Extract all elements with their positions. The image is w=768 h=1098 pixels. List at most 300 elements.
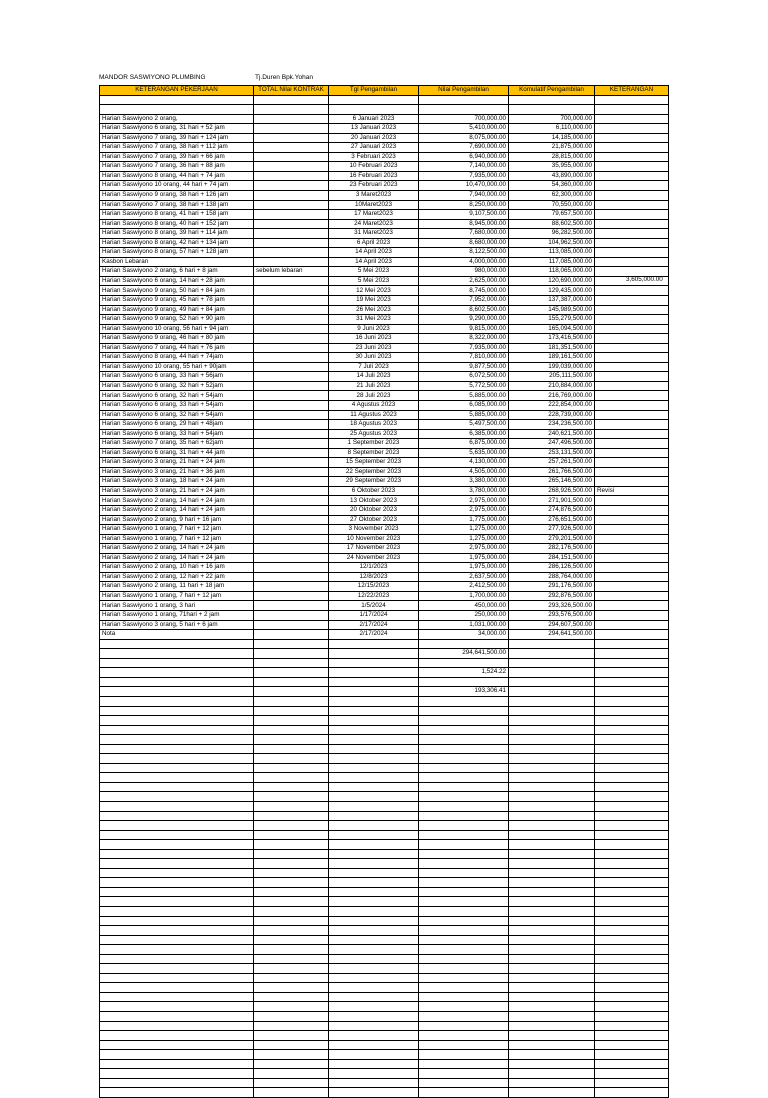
- table-cell[interactable]: 28 Juli 2023: [329, 391, 419, 401]
- table-cell[interactable]: 1 September 2023: [329, 439, 419, 449]
- empty-cell[interactable]: [419, 973, 509, 983]
- table-cell[interactable]: 23 Februari 2023: [329, 181, 419, 191]
- empty-cell[interactable]: [254, 906, 329, 916]
- table-cell[interactable]: Harian Saswiyono 1 orang, 7 hari + 12 jam: [100, 591, 254, 601]
- table-cell[interactable]: 7 Juli 2023: [329, 362, 419, 372]
- table-cell[interactable]: [254, 448, 329, 458]
- empty-cell[interactable]: [254, 696, 329, 706]
- table-cell[interactable]: 1,975,000.00: [419, 563, 509, 573]
- empty-cell[interactable]: [329, 992, 419, 1002]
- empty-cell[interactable]: [100, 782, 254, 792]
- table-cell[interactable]: [254, 200, 329, 210]
- empty-cell[interactable]: [254, 1078, 329, 1088]
- table-cell[interactable]: 6,085,000.00: [419, 401, 509, 411]
- table-cell[interactable]: [595, 477, 669, 487]
- table-cell[interactable]: 17 November 2023: [329, 544, 419, 554]
- empty-cell[interactable]: [329, 945, 419, 955]
- table-cell[interactable]: [595, 620, 669, 630]
- table-cell[interactable]: [254, 611, 329, 621]
- table-cell[interactable]: 2,975,000.00: [419, 544, 509, 554]
- table-cell[interactable]: 9,877,500.00: [419, 362, 509, 372]
- table-cell[interactable]: 216,769,000.00: [509, 391, 595, 401]
- table-cell[interactable]: 286,126,500.00: [509, 563, 595, 573]
- empty-cell[interactable]: [595, 945, 669, 955]
- table-cell[interactable]: 10 November 2023: [329, 534, 419, 544]
- empty-cell[interactable]: [419, 830, 509, 840]
- table-cell[interactable]: [595, 143, 669, 153]
- empty-cell[interactable]: [595, 725, 669, 735]
- empty-cell[interactable]: [254, 983, 329, 993]
- empty-cell[interactable]: [100, 954, 254, 964]
- empty-cell[interactable]: [419, 1069, 509, 1079]
- empty-cell[interactable]: [419, 1012, 509, 1022]
- table-cell[interactable]: Harian Saswiyono 2 orang, 9 hari + 16 jam: [100, 515, 254, 525]
- empty-cell[interactable]: [329, 859, 419, 869]
- table-cell[interactable]: [254, 401, 329, 411]
- table-cell[interactable]: [254, 620, 329, 630]
- empty-cell[interactable]: [254, 992, 329, 1002]
- table-cell[interactable]: Harian Saswiyono 7 orang, 39 hari + 124 jam: [100, 133, 254, 143]
- empty-cell[interactable]: [329, 696, 419, 706]
- empty-cell[interactable]: [419, 1050, 509, 1060]
- table-cell[interactable]: Harian Saswiyono 8 orang, 44 hari + 74jam: [100, 353, 254, 363]
- empty-cell[interactable]: [100, 926, 254, 936]
- empty-cell[interactable]: [419, 1059, 509, 1069]
- empty-cell[interactable]: [595, 830, 669, 840]
- empty-cell[interactable]: [100, 1021, 254, 1031]
- empty-cell[interactable]: [329, 849, 419, 859]
- empty-cell[interactable]: [254, 706, 329, 716]
- empty-cell[interactable]: [509, 725, 595, 735]
- table-cell[interactable]: 181,351,500.00: [509, 343, 595, 353]
- table-cell[interactable]: [595, 267, 669, 277]
- table-cell[interactable]: [254, 171, 329, 181]
- empty-cell[interactable]: [254, 1040, 329, 1050]
- table-cell[interactable]: 14 April 2023: [329, 248, 419, 258]
- empty-cell[interactable]: [419, 696, 509, 706]
- table-cell[interactable]: 24 Maret2023: [329, 219, 419, 229]
- table-cell[interactable]: Harian Saswiyono 6 orang, 29 hari + 48jam: [100, 420, 254, 430]
- empty-cell[interactable]: [595, 868, 669, 878]
- table-cell[interactable]: [254, 276, 329, 286]
- empty-cell[interactable]: [595, 754, 669, 764]
- empty-cell[interactable]: [595, 1078, 669, 1088]
- empty-cell[interactable]: [100, 95, 254, 105]
- empty-cell[interactable]: [509, 1031, 595, 1041]
- empty-cell[interactable]: [329, 1012, 419, 1022]
- table-cell[interactable]: [595, 315, 669, 325]
- empty-cell[interactable]: [329, 830, 419, 840]
- empty-cell[interactable]: [595, 849, 669, 859]
- table-cell[interactable]: Harian Saswiyono 6 orang, 32 hari + 52jam: [100, 381, 254, 391]
- table-cell[interactable]: 2,975,000.00: [419, 506, 509, 516]
- table-cell[interactable]: 70,550,000.00: [509, 200, 595, 210]
- table-cell[interactable]: Harian Saswiyono 2 orang, 10 hari + 16 jam: [100, 563, 254, 573]
- table-cell[interactable]: [595, 381, 669, 391]
- table-cell[interactable]: 247,496,500.00: [509, 439, 595, 449]
- table-cell[interactable]: Harian Saswiyono 1 orang, 71hari + 2 jam: [100, 611, 254, 621]
- table-cell[interactable]: [254, 506, 329, 516]
- table-cell[interactable]: 54,360,000.00: [509, 181, 595, 191]
- empty-cell[interactable]: [329, 639, 419, 649]
- empty-cell[interactable]: [254, 1002, 329, 1012]
- table-cell[interactable]: 2/17/2024: [329, 630, 419, 640]
- empty-cell[interactable]: [419, 763, 509, 773]
- table-cell[interactable]: [595, 439, 669, 449]
- empty-cell[interactable]: [419, 906, 509, 916]
- empty-cell[interactable]: [254, 1031, 329, 1041]
- empty-cell[interactable]: [419, 840, 509, 850]
- column-header[interactable]: Komulatif Pengambilan: [509, 86, 595, 96]
- empty-cell[interactable]: [329, 811, 419, 821]
- empty-cell[interactable]: [100, 687, 254, 697]
- table-cell[interactable]: 88,602,500.00: [509, 219, 595, 229]
- table-cell[interactable]: Harian Saswiyono 3 orang, 18 hari + 24 jam: [100, 477, 254, 487]
- table-cell[interactable]: [595, 257, 669, 267]
- table-cell[interactable]: 189,161,500.00: [509, 353, 595, 363]
- empty-cell[interactable]: [329, 973, 419, 983]
- empty-cell[interactable]: [329, 725, 419, 735]
- empty-cell[interactable]: [419, 706, 509, 716]
- empty-cell[interactable]: [509, 782, 595, 792]
- table-cell[interactable]: [254, 630, 329, 640]
- table-cell[interactable]: [254, 305, 329, 315]
- empty-cell[interactable]: [254, 1012, 329, 1022]
- empty-cell[interactable]: [100, 716, 254, 726]
- empty-cell[interactable]: [100, 639, 254, 649]
- table-cell[interactable]: 7,690,000.00: [419, 143, 509, 153]
- empty-cell[interactable]: [254, 773, 329, 783]
- table-cell[interactable]: Harian Saswiyono 7 orang, 39 hari + 66 jam: [100, 152, 254, 162]
- table-cell[interactable]: Harian Saswiyono 6 orang, 14 hari + 28 jam: [100, 276, 254, 286]
- empty-cell[interactable]: [329, 1002, 419, 1012]
- table-cell[interactable]: 22 September 2023: [329, 467, 419, 477]
- empty-cell[interactable]: [595, 792, 669, 802]
- empty-cell[interactable]: [419, 782, 509, 792]
- table-cell[interactable]: 5,497,500.00: [419, 420, 509, 430]
- table-cell[interactable]: Harian Saswiyono 8 orang, 57 hari + 128 jam: [100, 248, 254, 258]
- empty-cell[interactable]: [329, 716, 419, 726]
- table-cell[interactable]: [595, 248, 669, 258]
- table-cell[interactable]: [254, 582, 329, 592]
- table-cell[interactable]: 450,000.00: [419, 601, 509, 611]
- table-cell[interactable]: Harian Saswiyono 8 orang, 44 hari + 74 jam: [100, 171, 254, 181]
- table-cell[interactable]: [254, 181, 329, 191]
- empty-cell[interactable]: [595, 735, 669, 745]
- table-cell[interactable]: 5,772,500.00: [419, 381, 509, 391]
- empty-cell[interactable]: [329, 964, 419, 974]
- empty-cell[interactable]: [254, 735, 329, 745]
- table-cell[interactable]: 3,380,000.00: [419, 477, 509, 487]
- empty-cell[interactable]: [595, 744, 669, 754]
- empty-cell[interactable]: [329, 105, 419, 115]
- empty-cell[interactable]: [254, 830, 329, 840]
- table-cell[interactable]: 14,185,000.00: [509, 133, 595, 143]
- table-cell[interactable]: Harian Saswiyono 7 orang, 38 hari + 112 jam: [100, 143, 254, 153]
- empty-cell[interactable]: [254, 926, 329, 936]
- empty-cell[interactable]: [100, 706, 254, 716]
- empty-cell[interactable]: [100, 763, 254, 773]
- table-cell[interactable]: 282,176,500.00: [509, 544, 595, 554]
- table-cell[interactable]: Harian Saswiyono 6 orang, 33 hari + 54jam: [100, 401, 254, 411]
- table-cell[interactable]: 30 Juni 2023: [329, 353, 419, 363]
- empty-cell[interactable]: [254, 754, 329, 764]
- empty-cell[interactable]: [254, 840, 329, 850]
- empty-cell[interactable]: [509, 1021, 595, 1031]
- empty-cell[interactable]: [329, 926, 419, 936]
- table-cell[interactable]: 17 Maret2023: [329, 210, 419, 220]
- table-cell[interactable]: 199,039,000.00: [509, 362, 595, 372]
- empty-cell[interactable]: [509, 1050, 595, 1060]
- table-cell[interactable]: 6,940,000.00: [419, 152, 509, 162]
- empty-cell[interactable]: [419, 1021, 509, 1031]
- table-cell[interactable]: 2,975,000.00: [419, 496, 509, 506]
- table-cell[interactable]: Harian Saswiyono 2 orang, 12 hari + 22 jam: [100, 572, 254, 582]
- table-cell[interactable]: [254, 477, 329, 487]
- table-cell[interactable]: 1,031,000.00: [419, 620, 509, 630]
- table-cell[interactable]: 1/5/2024: [329, 601, 419, 611]
- empty-cell[interactable]: [100, 754, 254, 764]
- empty-cell[interactable]: [419, 878, 509, 888]
- table-cell[interactable]: [595, 362, 669, 372]
- table-cell[interactable]: [254, 496, 329, 506]
- empty-cell[interactable]: [100, 897, 254, 907]
- empty-cell[interactable]: [329, 792, 419, 802]
- empty-cell[interactable]: [100, 868, 254, 878]
- table-cell[interactable]: [254, 544, 329, 554]
- empty-cell[interactable]: [595, 1002, 669, 1012]
- empty-cell[interactable]: [595, 639, 669, 649]
- empty-cell[interactable]: [254, 725, 329, 735]
- table-cell[interactable]: [595, 458, 669, 468]
- table-cell[interactable]: [595, 591, 669, 601]
- empty-cell[interactable]: [419, 1040, 509, 1050]
- table-cell[interactable]: [595, 630, 669, 640]
- table-cell[interactable]: Harian Saswiyono 6 orang, 32 hari + 54jam: [100, 391, 254, 401]
- empty-cell[interactable]: [419, 964, 509, 974]
- table-cell[interactable]: 222,854,000.00: [509, 401, 595, 411]
- table-cell[interactable]: 7,140,000.00: [419, 162, 509, 172]
- empty-cell[interactable]: [329, 677, 419, 687]
- table-cell[interactable]: 288,764,000.00: [509, 572, 595, 582]
- table-cell[interactable]: 2,637,500.00: [419, 572, 509, 582]
- table-cell[interactable]: 250,000.00: [419, 611, 509, 621]
- empty-cell[interactable]: [254, 649, 329, 659]
- table-cell[interactable]: Harian Saswiyono 9 orang, 50 hari + 84 jam: [100, 286, 254, 296]
- empty-cell[interactable]: [254, 1069, 329, 1079]
- table-cell[interactable]: 1,700,000.00: [419, 591, 509, 601]
- empty-cell[interactable]: [329, 935, 419, 945]
- table-cell[interactable]: 293,326,500.00: [509, 601, 595, 611]
- table-cell[interactable]: Harian Saswiyono 6 orang, 33 hari + 56jam: [100, 372, 254, 382]
- empty-cell[interactable]: [509, 696, 595, 706]
- empty-cell[interactable]: [595, 1031, 669, 1041]
- table-cell[interactable]: 8,945,000.00: [419, 219, 509, 229]
- table-cell[interactable]: 155,279,500.00: [509, 315, 595, 325]
- empty-cell[interactable]: [329, 1031, 419, 1041]
- summary-total[interactable]: 294,641,500.00: [419, 649, 509, 659]
- empty-cell[interactable]: [509, 906, 595, 916]
- empty-cell[interactable]: [100, 1069, 254, 1079]
- empty-cell[interactable]: [509, 916, 595, 926]
- table-cell[interactable]: [254, 486, 329, 496]
- table-cell[interactable]: 3 November 2023: [329, 525, 419, 535]
- table-cell[interactable]: 26 Mei 2023: [329, 305, 419, 315]
- table-cell[interactable]: 700,000.00: [509, 114, 595, 124]
- table-cell[interactable]: [254, 362, 329, 372]
- empty-cell[interactable]: [509, 687, 595, 697]
- empty-cell[interactable]: [329, 821, 419, 831]
- empty-cell[interactable]: [254, 782, 329, 792]
- empty-cell[interactable]: [254, 868, 329, 878]
- empty-cell[interactable]: [100, 906, 254, 916]
- table-cell[interactable]: 27 Oktober 2023: [329, 515, 419, 525]
- table-cell[interactable]: 1/17/2024: [329, 611, 419, 621]
- empty-cell[interactable]: [100, 1012, 254, 1022]
- empty-cell[interactable]: [595, 105, 669, 115]
- table-cell[interactable]: 3,780,000.00: [419, 486, 509, 496]
- table-cell[interactable]: Harian Saswiyono 1 orang, 7 hari + 12 jam: [100, 525, 254, 535]
- empty-cell[interactable]: [100, 1002, 254, 1012]
- empty-cell[interactable]: [595, 964, 669, 974]
- table-cell[interactable]: Harian Saswiyono 2 orang, 6 hari + 8 jam: [100, 267, 254, 277]
- empty-cell[interactable]: [595, 1050, 669, 1060]
- table-cell[interactable]: 165,094,500.00: [509, 324, 595, 334]
- empty-cell[interactable]: [254, 964, 329, 974]
- empty-cell[interactable]: [419, 1002, 509, 1012]
- empty-cell[interactable]: [595, 821, 669, 831]
- table-cell[interactable]: [254, 324, 329, 334]
- table-cell[interactable]: [254, 439, 329, 449]
- empty-cell[interactable]: [254, 105, 329, 115]
- empty-cell[interactable]: [419, 773, 509, 783]
- empty-cell[interactable]: [329, 1069, 419, 1079]
- empty-cell[interactable]: [509, 773, 595, 783]
- empty-cell[interactable]: [100, 887, 254, 897]
- table-cell[interactable]: 79,657,500.00: [509, 210, 595, 220]
- empty-cell[interactable]: [329, 868, 419, 878]
- empty-cell[interactable]: [509, 1040, 595, 1050]
- empty-cell[interactable]: [509, 868, 595, 878]
- empty-cell[interactable]: [100, 830, 254, 840]
- table-cell[interactable]: 3 Februari 2023: [329, 152, 419, 162]
- empty-cell[interactable]: [100, 1031, 254, 1041]
- empty-cell[interactable]: [509, 992, 595, 1002]
- empty-cell[interactable]: [509, 105, 595, 115]
- table-cell[interactable]: [595, 286, 669, 296]
- empty-cell[interactable]: [595, 1069, 669, 1079]
- table-cell[interactable]: 10,470,000.00: [419, 181, 509, 191]
- empty-cell[interactable]: [595, 706, 669, 716]
- table-cell[interactable]: [595, 448, 669, 458]
- table-cell[interactable]: 118,065,000.00: [509, 267, 595, 277]
- table-cell[interactable]: [595, 410, 669, 420]
- empty-cell[interactable]: [254, 849, 329, 859]
- empty-cell[interactable]: [329, 744, 419, 754]
- table-cell[interactable]: [595, 534, 669, 544]
- empty-cell[interactable]: [509, 954, 595, 964]
- empty-cell[interactable]: [509, 1078, 595, 1088]
- table-cell[interactable]: [254, 124, 329, 134]
- table-cell[interactable]: 5,885,000.00: [419, 391, 509, 401]
- table-cell[interactable]: 8,122,500.00: [419, 248, 509, 258]
- table-cell[interactable]: 15 September 2023: [329, 458, 419, 468]
- table-cell[interactable]: 293,576,500.00: [509, 611, 595, 621]
- table-cell[interactable]: 5 Mei 2023: [329, 276, 419, 286]
- empty-cell[interactable]: [254, 677, 329, 687]
- empty-cell[interactable]: [509, 735, 595, 745]
- empty-cell[interactable]: [509, 964, 595, 974]
- table-cell[interactable]: [595, 219, 669, 229]
- empty-cell[interactable]: [100, 916, 254, 926]
- table-cell[interactable]: 20 Oktober 2023: [329, 506, 419, 516]
- empty-cell[interactable]: [595, 859, 669, 869]
- table-cell[interactable]: 294,607,500.00: [509, 620, 595, 630]
- table-cell[interactable]: [595, 372, 669, 382]
- empty-cell[interactable]: [254, 916, 329, 926]
- empty-cell[interactable]: [595, 973, 669, 983]
- empty-cell[interactable]: [329, 1050, 419, 1060]
- table-cell[interactable]: 62,300,000.00: [509, 190, 595, 200]
- empty-cell[interactable]: [100, 1088, 254, 1098]
- table-cell[interactable]: [595, 353, 669, 363]
- table-cell[interactable]: 13 Oktober 2023: [329, 496, 419, 506]
- table-cell[interactable]: 6 Januari 2023: [329, 114, 419, 124]
- table-cell[interactable]: 12/15/2023: [329, 582, 419, 592]
- table-cell[interactable]: [254, 238, 329, 248]
- empty-cell[interactable]: [595, 716, 669, 726]
- empty-cell[interactable]: [595, 1012, 669, 1022]
- table-cell[interactable]: [595, 506, 669, 516]
- table-cell[interactable]: 9,290,000.00: [419, 315, 509, 325]
- table-cell[interactable]: 113,085,000.00: [509, 248, 595, 258]
- table-cell[interactable]: Harian Saswiyono 8 orang, 39 hari + 114 jam: [100, 229, 254, 239]
- empty-cell[interactable]: [419, 945, 509, 955]
- table-cell[interactable]: Harian Saswiyono 10 orang, 55 hari + 90jam: [100, 362, 254, 372]
- empty-cell[interactable]: [419, 735, 509, 745]
- table-cell[interactable]: Harian Saswiyono 2 orang, 14 hari + 24 jam: [100, 496, 254, 506]
- empty-cell[interactable]: [329, 1021, 419, 1031]
- table-cell[interactable]: 2/17/2024: [329, 620, 419, 630]
- empty-cell[interactable]: [509, 811, 595, 821]
- table-cell[interactable]: [254, 534, 329, 544]
- empty-cell[interactable]: [100, 935, 254, 945]
- table-cell[interactable]: 261,766,500.00: [509, 467, 595, 477]
- empty-cell[interactable]: [419, 716, 509, 726]
- empty-cell[interactable]: [254, 801, 329, 811]
- table-cell[interactable]: Harian Saswiyono 7 orang, 38 hari + 138 jam: [100, 200, 254, 210]
- table-cell[interactable]: 240,621,500.00: [509, 429, 595, 439]
- empty-cell[interactable]: [100, 1078, 254, 1088]
- empty-cell[interactable]: [100, 649, 254, 659]
- empty-cell[interactable]: [254, 945, 329, 955]
- empty-cell[interactable]: [509, 1069, 595, 1079]
- empty-cell[interactable]: [419, 811, 509, 821]
- empty-cell[interactable]: [509, 830, 595, 840]
- empty-cell[interactable]: [419, 725, 509, 735]
- empty-cell[interactable]: [509, 983, 595, 993]
- empty-cell[interactable]: [509, 754, 595, 764]
- empty-cell[interactable]: [595, 1040, 669, 1050]
- table-cell[interactable]: Harian Saswiyono 6 orang, 33 hari + 54jam: [100, 429, 254, 439]
- empty-cell[interactable]: [329, 773, 419, 783]
- empty-cell[interactable]: [419, 859, 509, 869]
- table-cell[interactable]: Harian Saswiyono 6 orang, 31 hari + 52 jam: [100, 124, 254, 134]
- table-cell[interactable]: [595, 124, 669, 134]
- table-cell[interactable]: [254, 458, 329, 468]
- empty-cell[interactable]: [595, 878, 669, 888]
- table-cell[interactable]: 5,410,000.00: [419, 124, 509, 134]
